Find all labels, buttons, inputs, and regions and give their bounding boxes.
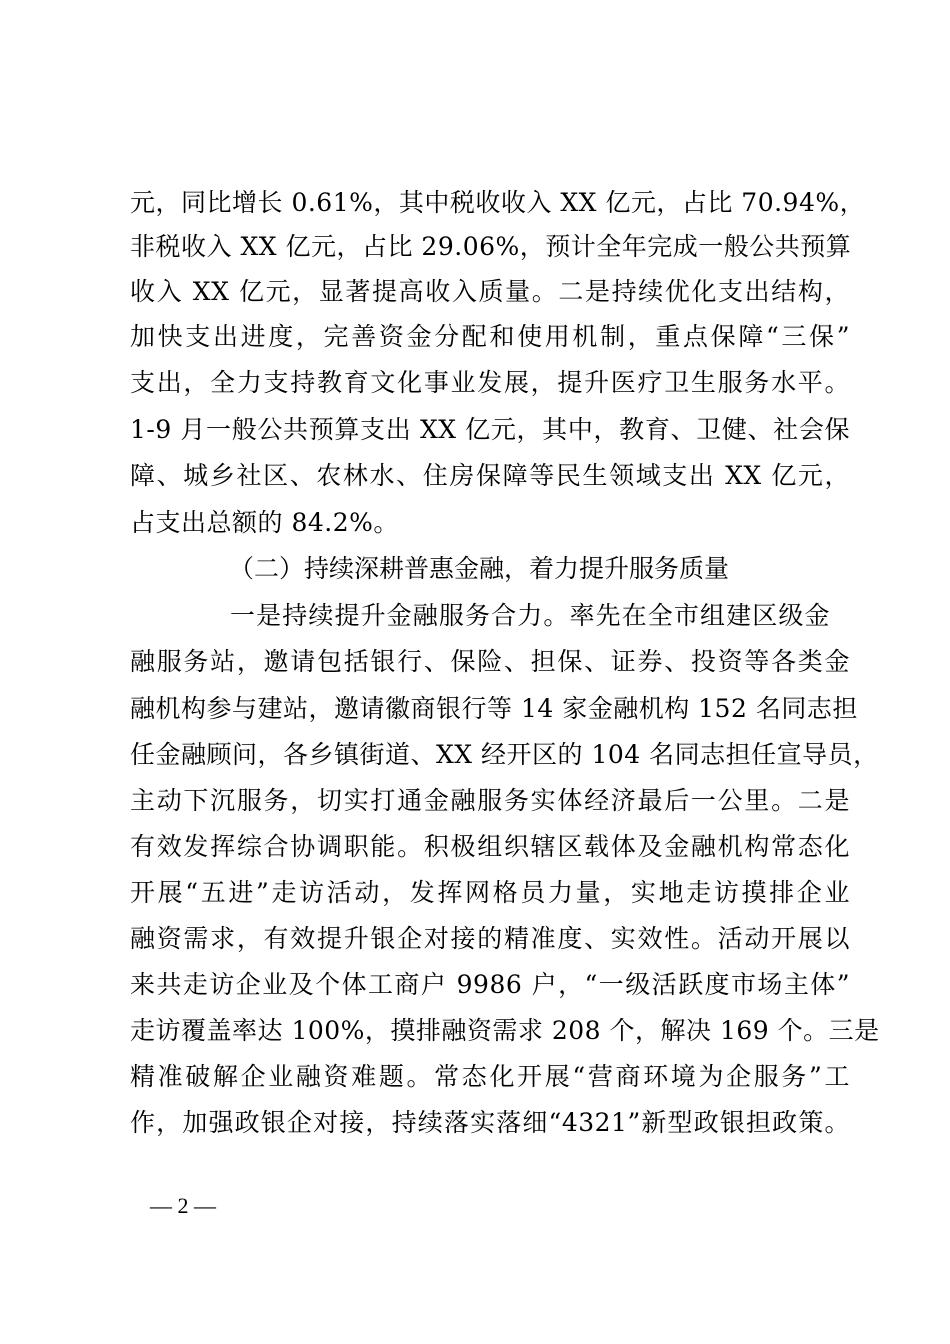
paragraph-line: 开展“五进”走访活动，发挥网格员力量，实地走访摸排企业 [130, 878, 850, 907]
paragraph-line: 支出，全力支持教育文化事业发展，提升医疗卫生服务水平。 [130, 368, 850, 397]
paragraph-line: 收入 XX 亿元，显著提高收入质量。二是持续优化支出结构， [130, 277, 850, 306]
paragraph-line: 元，同比增长 0.61%，其中税收收入 XX 亿元，占比 70.94%， [130, 188, 866, 217]
section-heading: （二）持续深耕普惠金融，着力提升服务质量 [228, 554, 729, 583]
paragraph-line: 任金融顾问，各乡镇街道、XX 经开区的 104 名同志担任宣导员， [130, 740, 879, 769]
paragraph-line: 来共走访企业及个体工商户 9986 户，“一级活跃度市场主体” [130, 970, 850, 999]
page-number: — 2 — [150, 1193, 216, 1218]
paragraph-line: 非税收入 XX 亿元，占比 29.06%，预计全年完成一般公共预算 [130, 232, 852, 261]
paragraph-line: 作，加强政银企对接，持续落实落细“4321”新型政银担政策。 [130, 1108, 850, 1137]
paragraph-line: 1-9 月一般公共预算支出 XX 亿元，其中，教育、卫健、社会保 [130, 415, 850, 444]
paragraph-line: 占支出总额的 84.2%。 [130, 508, 399, 537]
paragraph-line: 融机构参与建站，邀请徽商银行等 14 家金融机构 152 名同志担 [130, 694, 858, 723]
paragraph-line: 主动下沉服务，切实打通金融服务实体经济最后一公里。二是 [130, 786, 850, 815]
paragraph-line: 融服务站，邀请包括银行、保险、担保、证券、投资等各类金 [130, 647, 850, 676]
paragraph-line: 精准破解企业融资难题。常态化开展“营商环境为企服务”工 [130, 1062, 850, 1091]
paragraph-line: 加快支出进度，完善资金分配和使用机制，重点保障“三保” [130, 322, 850, 351]
paragraph-line: 一是持续提升金融服务合力。率先在全市组建区级金 [230, 601, 830, 630]
paragraph-line: 走访覆盖率达 100%，摸排融资需求 208 个，解决 169 个。三是 [130, 1016, 880, 1045]
paragraph-line: 障、城乡社区、农林水、住房保障等民生领域支出 XX 亿元， [130, 461, 850, 490]
paragraph-line: 有效发挥综合协调职能。积极组织辖区载体及金融机构常态化 [130, 832, 850, 861]
paragraph-line: 融资需求，有效提升银企对接的精准度、实效性。活动开展以 [130, 924, 850, 953]
